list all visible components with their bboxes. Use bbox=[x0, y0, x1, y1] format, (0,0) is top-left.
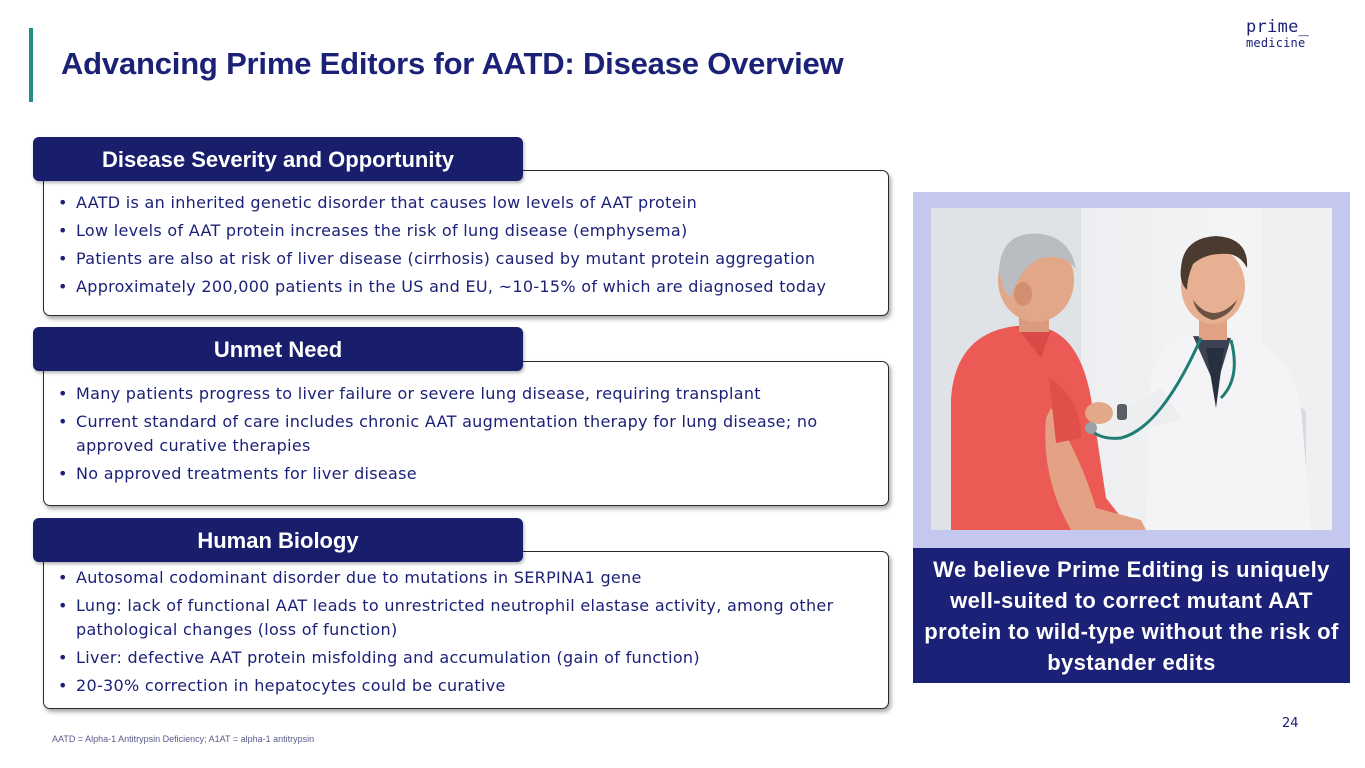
section-box-unmet-need bbox=[43, 361, 889, 506]
bullet-item: • Patients are also at risk of liver disease (cirrhosis) caused by mutant protein aggregation bbox=[58, 247, 878, 271]
logo-line-1: prime_ bbox=[1246, 17, 1310, 37]
bullet-item: • Autosomal codominant disorder due to mutations in SERPINA1 gene bbox=[58, 566, 878, 590]
abbreviation-footnote: AATD = Alpha-1 Antitrypsin Deficiency; A1AT = alpha-1 antitrypsin bbox=[52, 734, 315, 744]
bullet-list bbox=[44, 171, 888, 299]
section-box-human-biology bbox=[43, 551, 889, 709]
page-number: 24 bbox=[1282, 716, 1299, 731]
bullet-list bbox=[44, 362, 888, 486]
bullet-item: • Approximately 200,000 patients in the US and EU, ~10-15% of which are diagnosed today bbox=[58, 275, 878, 299]
bullet-item: • Low levels of AAT protein increases the risk of lung disease (emphysema) bbox=[58, 219, 878, 243]
bullet-item: • Lung: lack of functional AAT leads to unrestricted neutrophil elastase activity, among other pathological changes (loss of function) bbox=[58, 594, 878, 642]
title-accent-bar bbox=[29, 28, 33, 102]
doctor-patient-photo bbox=[931, 208, 1332, 530]
slide-title: Advancing Prime Editors for AATD: Disease Overview bbox=[61, 46, 844, 81]
bullet-item: • Liver: defective AAT protein misfolding and accumulation (gain of function) bbox=[58, 646, 878, 670]
bullet-item: • Current standard of care includes chronic AAT augmentation therapy for lung disease; no approved curative therapies bbox=[58, 410, 878, 458]
section-box-disease-severity bbox=[43, 170, 889, 316]
bullet-item: • 20-30% correction in hepatocytes could be curative bbox=[58, 674, 878, 698]
bullet-item: • No approved treatments for liver disease bbox=[58, 462, 878, 486]
key-message-callout: We believe Prime Editing is uniquely well-suited to correct mutant AAT protein to wild-type without the risk of bystander edits bbox=[913, 548, 1350, 683]
logo-line-2: medicine bbox=[1246, 36, 1306, 50]
section-heading-disease-severity: Disease Severity and Opportunity bbox=[33, 137, 523, 181]
bullet-item: • AATD is an inherited genetic disorder that causes low levels of AAT protein bbox=[58, 191, 878, 215]
section-heading-unmet-need: Unmet Need bbox=[33, 327, 523, 371]
company-logo bbox=[1246, 19, 1309, 49]
bullet-item: • Many patients progress to liver failure or severe lung disease, requiring transplant bbox=[58, 382, 878, 406]
bullet-list bbox=[44, 552, 888, 698]
section-heading-human-biology: Human Biology bbox=[33, 518, 523, 562]
